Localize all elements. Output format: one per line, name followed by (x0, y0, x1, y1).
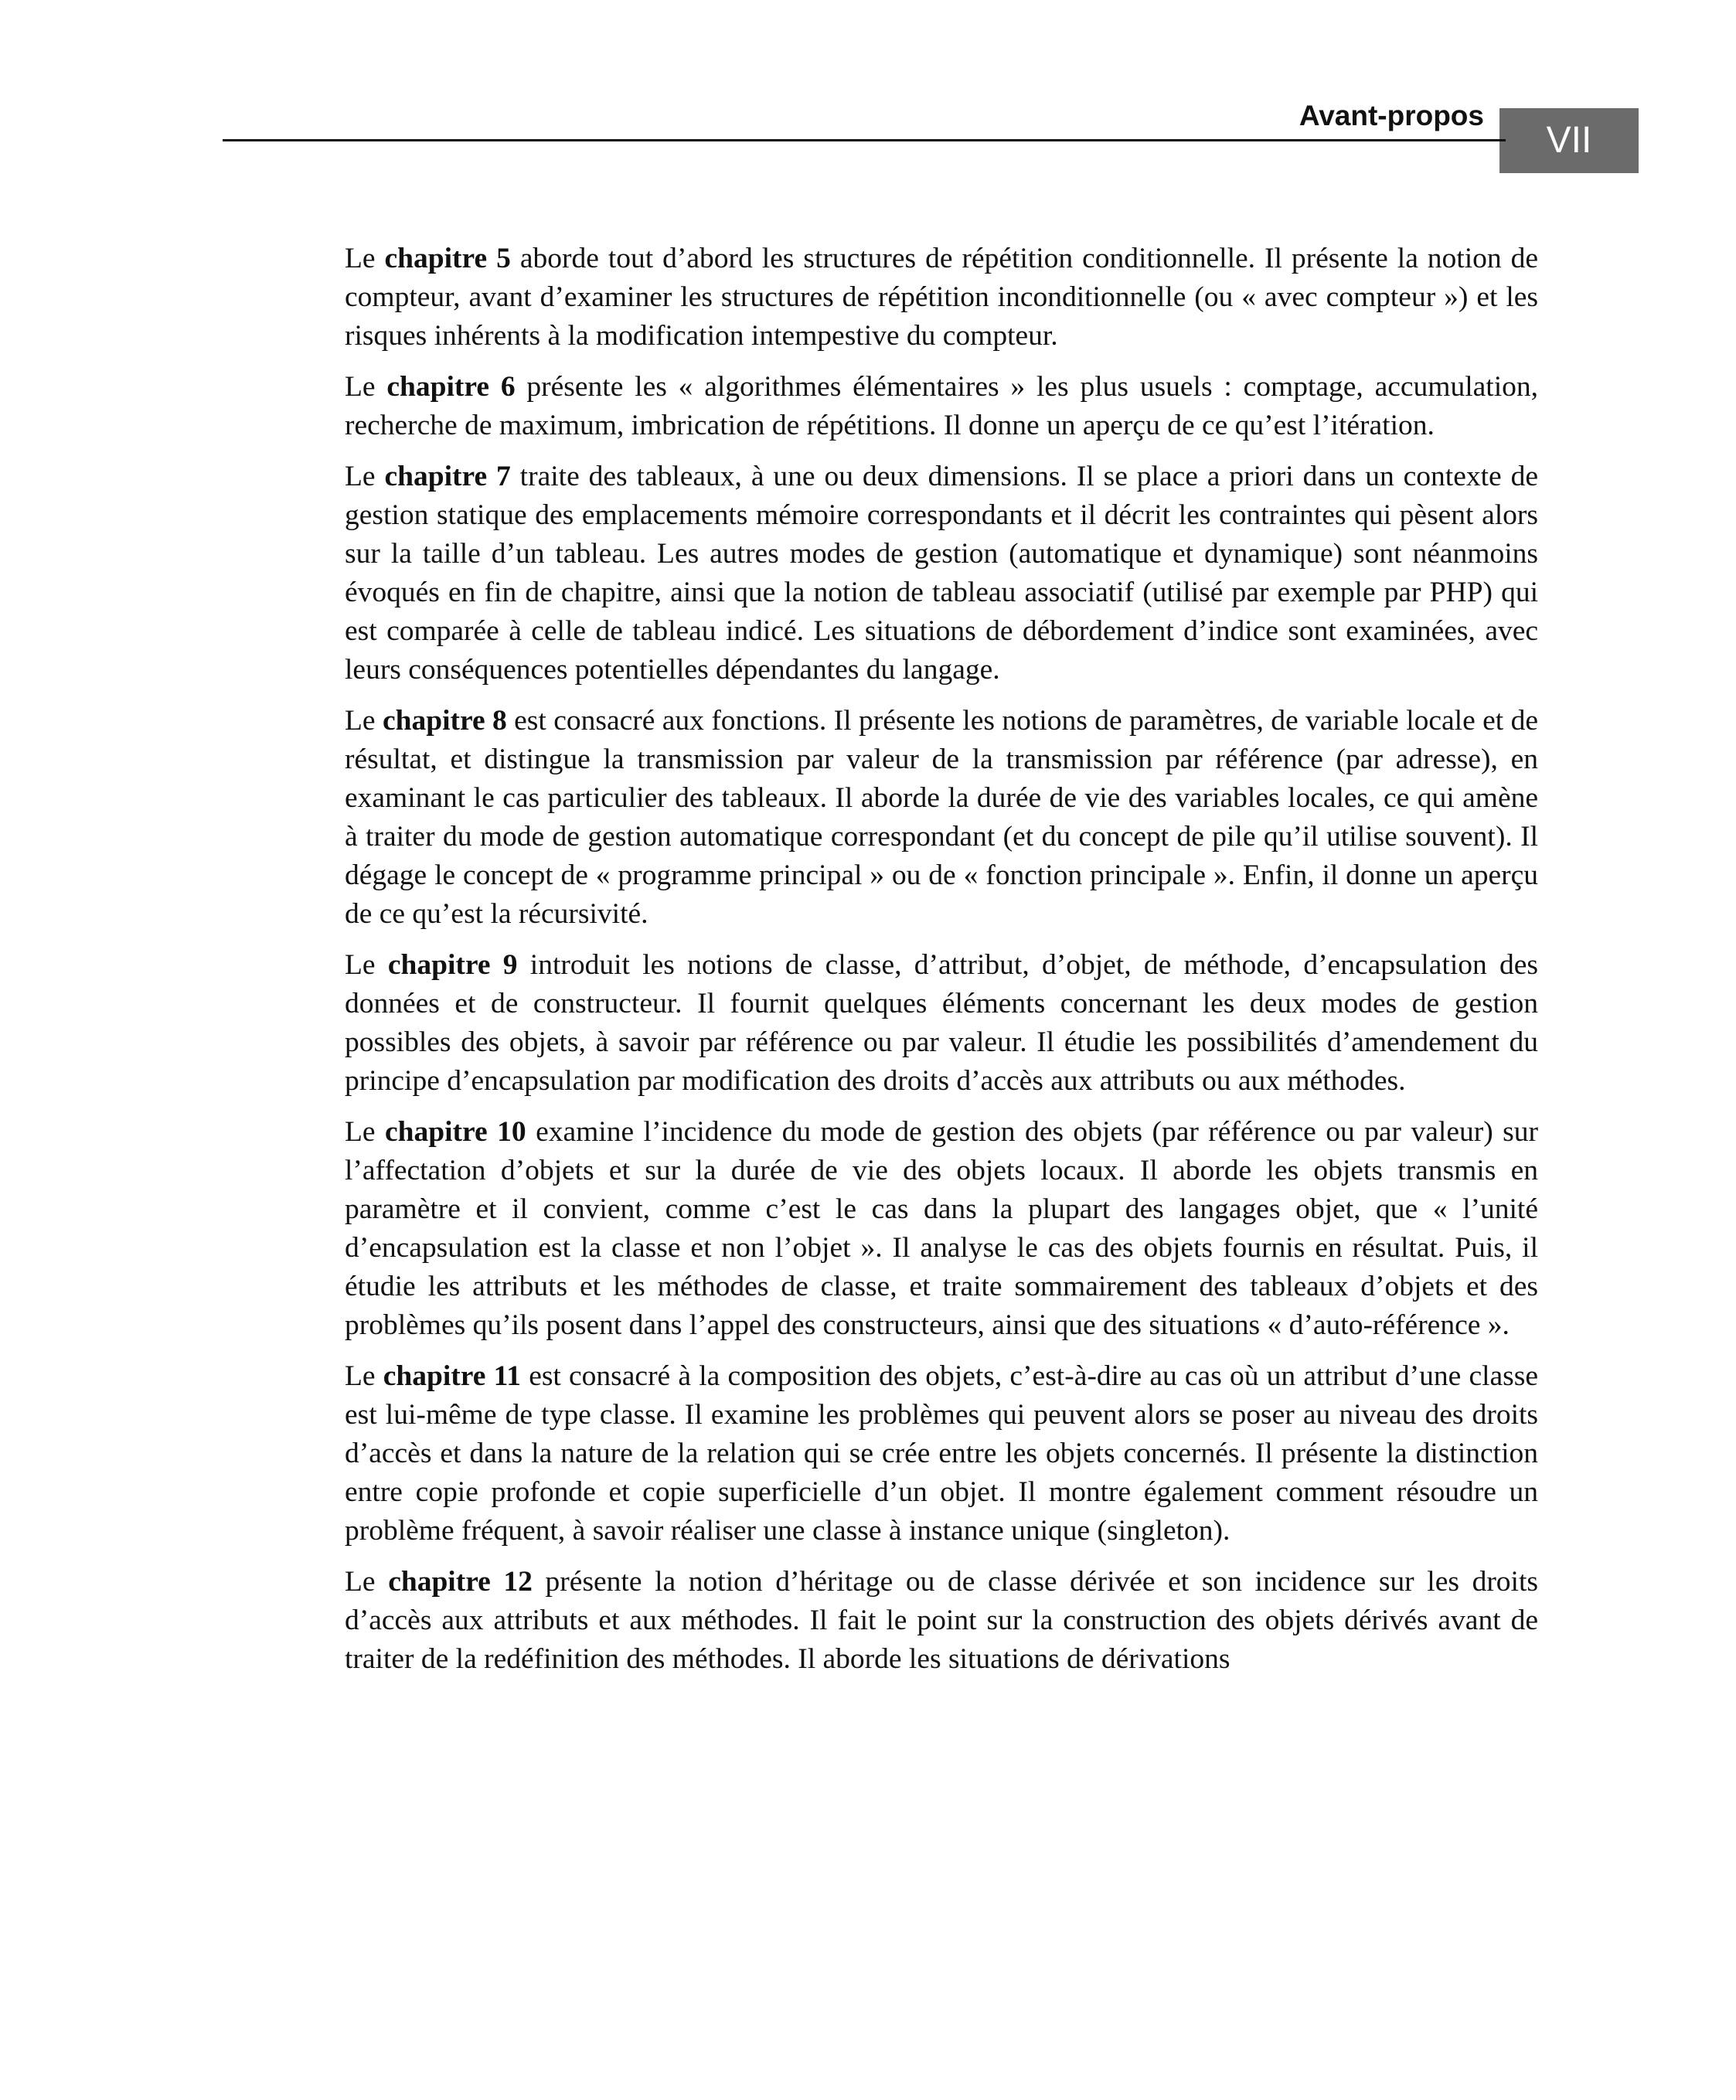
chapter-reference: chapitre 7 (384, 461, 511, 492)
chapter-reference: chapitre 12 (388, 1566, 533, 1598)
paragraph-chapitre-7 (345, 458, 1538, 689)
paragraph-text: est consacré à la composition des objets, c’est-à-dire au cas où un attribut d’une classe est lui-même de type classe. Il examine les problèmes qui peuvent alors se poser au niveau des droits d’accès et dans la nature de la relation qui se crée entre les objets concernés. Il présente la distinction entre copie profonde et copie superficielle d’un objet. Il montre également comment résoudre un problème fréquent, à savoir réaliser une classe à instance unique (singleton). (345, 1360, 1538, 1547)
chapter-reference: chapitre 5 (384, 243, 511, 274)
paragraph-lead: Le (345, 705, 383, 737)
chapter-reference: chapitre 8 (382, 705, 507, 737)
paragraph-lead: Le (345, 243, 385, 274)
paragraph-chapitre-12 (345, 1563, 1538, 1679)
paragraph-chapitre-6 (345, 368, 1538, 445)
paragraph-lead: Le (345, 949, 388, 981)
body-text (345, 240, 1538, 1691)
paragraph-chapitre-9 (345, 946, 1538, 1101)
chapter-reference: chapitre 10 (385, 1116, 526, 1148)
paragraph-lead: Le (345, 1360, 383, 1392)
paragraph-text: examine l’incidence du mode de gestion des objets (par référence ou par valeur) sur l’affectation d’objets et sur la durée de vie des objets locaux. Il aborde les objets transmis en paramètre et il convient, comme c’est le cas dans la plupart des langages objet, que « l’unité d’encapsulation est la classe et non l’objet ». Il analyse le cas des objets fournis en résultat. Puis, il étudie les attributs et les méthodes de classe, et traite sommairement des tableaux d’objets et des problèmes qu’ils posent dans l’appel des constructeurs, ainsi que des situations « d’auto-référence ». (345, 1116, 1538, 1341)
paragraph-lead: Le (345, 1566, 389, 1598)
page-number: VII (1499, 108, 1639, 173)
paragraph-chapitre-5 (345, 240, 1538, 356)
paragraph-chapitre-10 (345, 1113, 1538, 1345)
paragraph-chapitre-11 (345, 1357, 1538, 1550)
paragraph-text: traite des tableaux, à une ou deux dimensions. Il se place a priori dans un contexte de gestion statique des emplacements mémoire correspondants et il décrit les contraintes qui pèsent alors sur la taille d’un tableau. Les autres modes de gestion (automatique et dynamique) sont néanmoins évoqués en fin de chapitre, ainsi que la notion de tableau associatif (utilisé par exemple par PHP) qui est comparée à celle de tableau indicé. Les situations de débordement d’indice sont examinées, avec leurs conséquences potentielles dépendantes du langage. (345, 461, 1538, 686)
paragraph-text: présente les « algorithmes élémentaires » les plus usuels : comptage, accumulation, recherche de maximum, imbrication de répétitions. Il donne un aperçu de ce qu’est l’itération. (345, 371, 1538, 441)
paragraph-lead: Le (345, 371, 387, 403)
header-rule (223, 139, 1506, 141)
paragraph-text: est consacré aux fonctions. Il présente les notions de paramètres, de variable locale et de résultat, et distingue la transmission par valeur de la transmission par référence (par adresse), en examinant le cas particulier des tableaux. Il aborde la durée de vie des variables locales, ce qui amène à traiter du mode de gestion automatique correspondant (et du concept de pile qu’il utilise souvent). Il dégage le concept de « programme principal » ou de « fonction principale ». Enfin, il donne un aperçu de ce qu’est la récursivité. (345, 705, 1538, 930)
paragraph-text: introduit les notions de classe, d’attribut, d’objet, de méthode, d’encapsulation des données et de constructeur. Il fournit quelques éléments concernant les deux modes de gestion possibles des objets, à savoir par référence ou par valeur. Il étudie les possibilités d’amendement du principe d’encapsulation par modification des droits d’accès aux attributs ou aux méthodes. (345, 949, 1539, 1097)
chapter-reference: chapitre 6 (386, 371, 516, 403)
paragraph-lead: Le (345, 461, 385, 492)
paragraph-text: présente la notion d’héritage ou de classe dérivée et son incidence sur les droits d’accès aux attributs et aux méthodes. Il fait le point sur la construction des objets dérivés avant de traiter de la redéfinition des méthodes. Il aborde les situations de dérivations (345, 1566, 1538, 1675)
running-header-title: Avant-propos (1299, 100, 1484, 131)
paragraph-chapitre-8 (345, 702, 1538, 934)
paragraph-lead: Le (345, 1116, 386, 1148)
chapter-reference: chapitre 9 (387, 949, 518, 981)
paragraph-text: aborde tout d’abord les structures de répétition conditionnelle. Il présente la notion de compteur, avant d’examiner les structures de répétition inconditionnelle (ou « avec compteur ») et les risques inhérents à la modification intempestive du compteur. (345, 243, 1539, 352)
chapter-reference: chapitre 11 (383, 1360, 521, 1392)
